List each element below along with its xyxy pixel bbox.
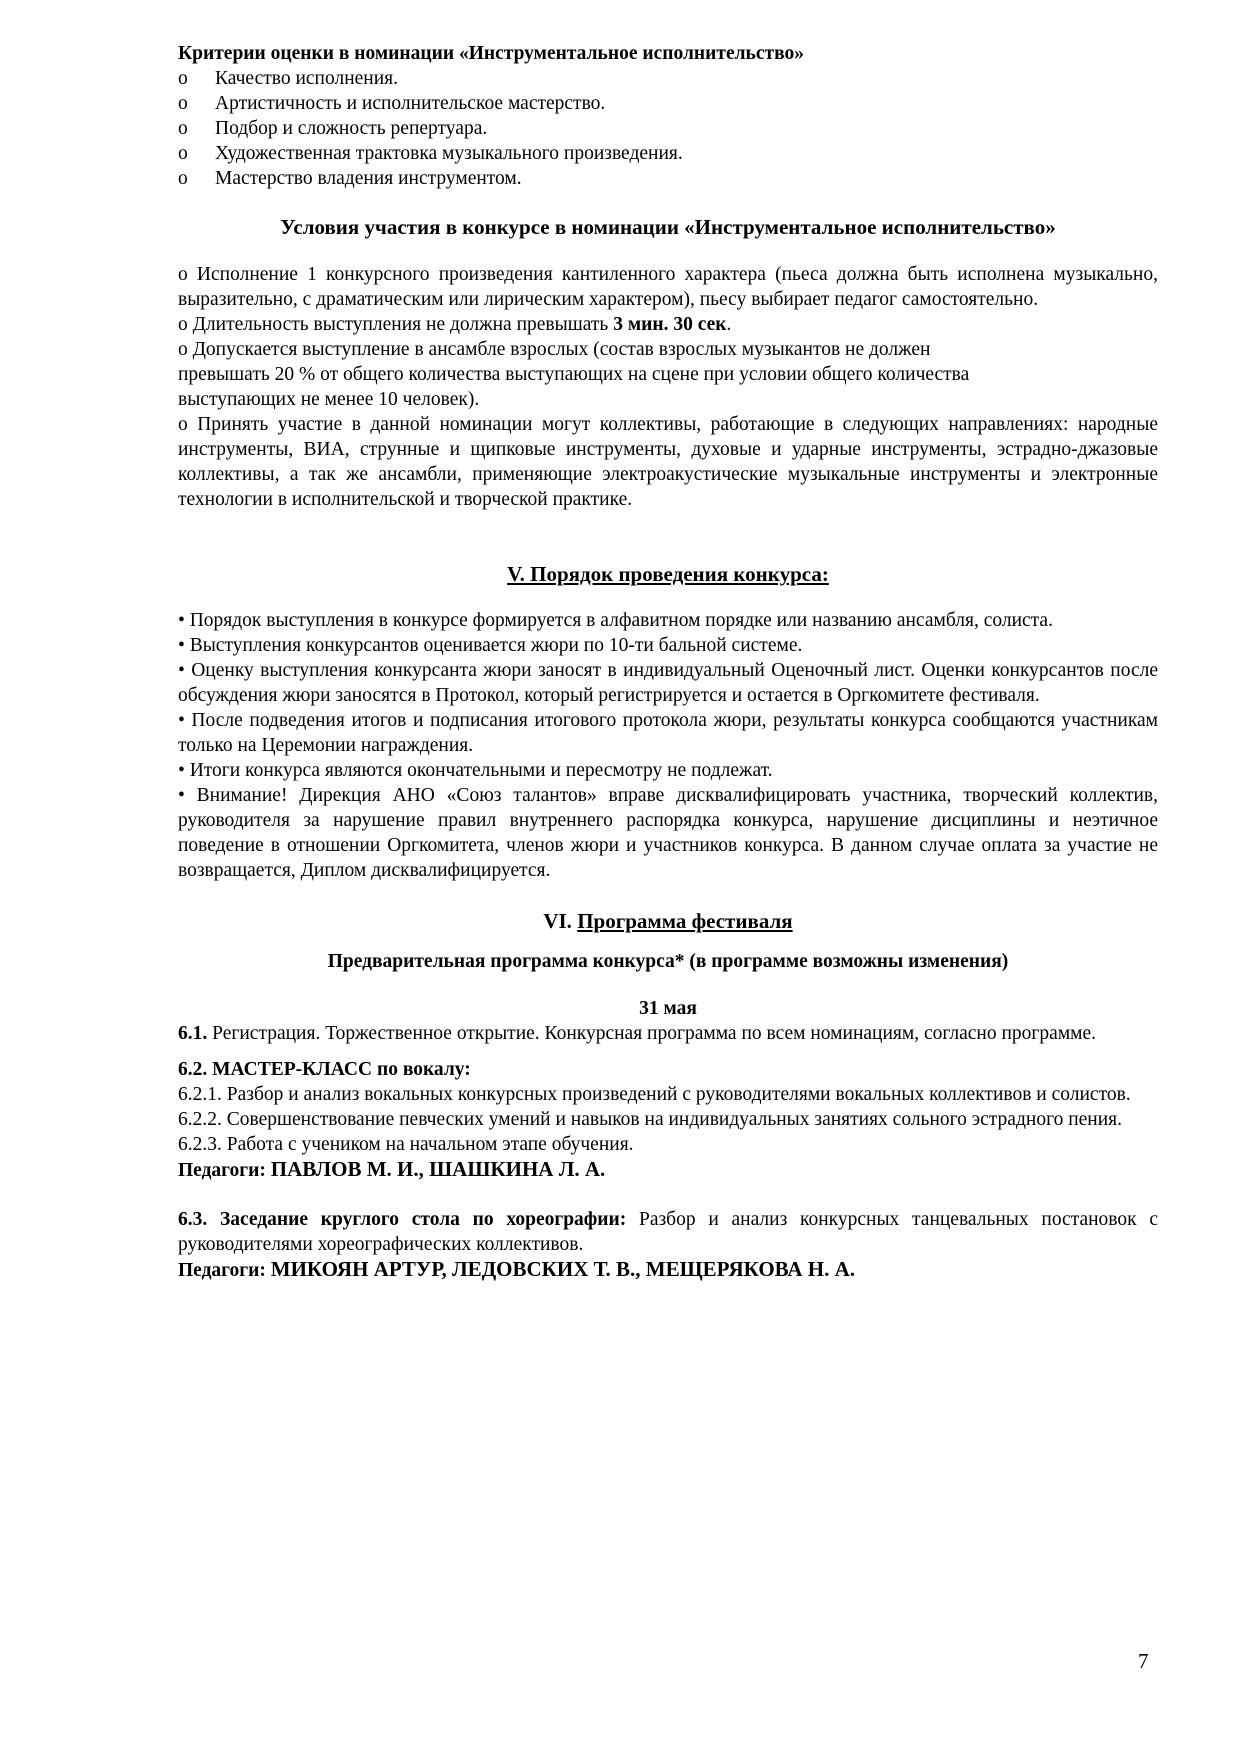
- list-item: • После подведения итогов и подписания итогового протокола жюри, результаты конкурса сообщаются участникам только на Церемонии награждения.: [178, 710, 1158, 756]
- program-item-6-2-title: 6.2. МАСТЕР-КЛАСС по вокалу:: [178, 1059, 471, 1080]
- list-item: o Артистичность и исполнительское мастерство.: [178, 93, 606, 114]
- program-item-6-2-2: 6.2.2. Совершенствование певческих умений и навыков на индивидуальных занятиях сольного эстрадного пения.: [178, 1109, 1123, 1130]
- section-vi-heading: VI. Программа фестиваля: [543, 909, 793, 933]
- list-bullet: o: [178, 118, 188, 139]
- program-subheading: Предварительная программа конкурса* (в программе возможны изменения): [327, 951, 1009, 972]
- document-page: [178, 41, 1158, 1283]
- list-bullet: o: [178, 93, 188, 114]
- condition-paragraph: o Длительность выступления не должна превышать 3 мин. 30 сек.: [178, 314, 732, 335]
- list-bullet: o: [178, 143, 188, 164]
- condition-paragraph: o Допускается выступление в ансамбле взрослых (состав взрослых музыкантов не должен превышать 20 % от общего количества выступающих на сцене при условии общего количества выступающих не менее 10 человек).: [178, 339, 970, 410]
- list-item: o Художественная трактовка музыкального произведения.: [178, 143, 683, 164]
- list-item: • Внимание! Дирекция АНО «Союз талантов» вправе дисквалифицировать участника, творческий коллектив, руководителя за нарушение правил внутреннего распорядка конкурса, нарушение дисциплины и неэтичное поведение в отношении Оргкомитета, членов жюри и участников конкурса. В данном случае оплата за участие не возвращается, Диплом дисквалифицируется.: [178, 785, 1158, 881]
- teachers-line: Педагоги: ПАВЛОВ М. И., ШАШКИНА Л. А.: [178, 1157, 606, 1181]
- teachers-line: Педагоги: МИКОЯН АРТУР, ЛЕДОВСКИХ Т. В., МЕЩЕРЯКОВА Н. А.: [178, 1257, 856, 1281]
- program-item-6-1: 6.1. Регистрация. Торжественное открытие. Конкурсная программа по всем номинациям, согласно программе.: [178, 1023, 1097, 1044]
- program-item-6-2-1: 6.2.1. Разбор и анализ вокальных конкурсных произведений с руководителями вокальных коллективов и солистов.: [178, 1084, 1131, 1105]
- list-item: o Подбор и сложность репертуара.: [178, 118, 488, 139]
- program-item-6-3: 6.3. Заседание круглого стола по хореографии: Разбор и анализ конкурсных танцевальных постановок с руководителями хореографических коллективов.: [178, 1209, 1158, 1255]
- page-number: 7: [1138, 1649, 1149, 1673]
- list-bullet: o: [178, 168, 188, 189]
- conditions-heading: Условия участия в конкурсе в номинации «Инструментальное исполнительство»: [280, 215, 1056, 239]
- list-item: • Итоги конкурса являются окончательными и пересмотру не подлежат.: [178, 760, 773, 781]
- criteria-list: [178, 66, 1158, 191]
- list-item: o Качество исполнения.: [178, 68, 399, 89]
- criteria-heading: Критерии оценки в номинации «Инструментальное исполнительство»: [178, 43, 804, 64]
- list-bullet: o: [178, 68, 188, 89]
- list-item: • Оценку выступления конкурсанта жюри заносят в индивидуальный Оценочный лист. Оценки конкурсантов после обсуждения жюри заносятся в Протокол, который регистрируется и остается в Оргкомитете фестиваля.: [178, 660, 1158, 706]
- section-v-heading: V. Порядок проведения конкурса:: [507, 562, 829, 586]
- program-date: 31 мая: [639, 998, 697, 1019]
- condition-paragraph: o Исполнение 1 конкурсного произведения кантиленного характера (пьеса должна быть исполнена музыкально, выразительно, с драматическим или лирическим характером), пьесу выбирает педагог самостоятельно.: [178, 264, 1158, 310]
- list-item: • Выступления конкурсантов оценивается жюри по 10-ти бальной системе.: [178, 635, 803, 656]
- program-item-6-2-3: 6.2.3. Работа с учеником на начальном этапе обучения.: [178, 1134, 634, 1155]
- list-item: o Мастерство владения инструментом.: [178, 168, 522, 189]
- condition-paragraph: o Принять участие в данной номинации могут коллективы, работающие в следующих направлениях: народные инструменты, ВИА, струнные и щипковые инструменты, духовые и ударные инструменты, эстрадно-джазовые коллективы, а так же ансамбли, применяющие электроакустические музыкальные инструменты и электронные технологии в исполнительской и творческой практике.: [178, 414, 1158, 510]
- list-item: • Порядок выступления в конкурсе формируется в алфавитном порядке или названию ансамбля, солиста.: [178, 610, 1053, 631]
